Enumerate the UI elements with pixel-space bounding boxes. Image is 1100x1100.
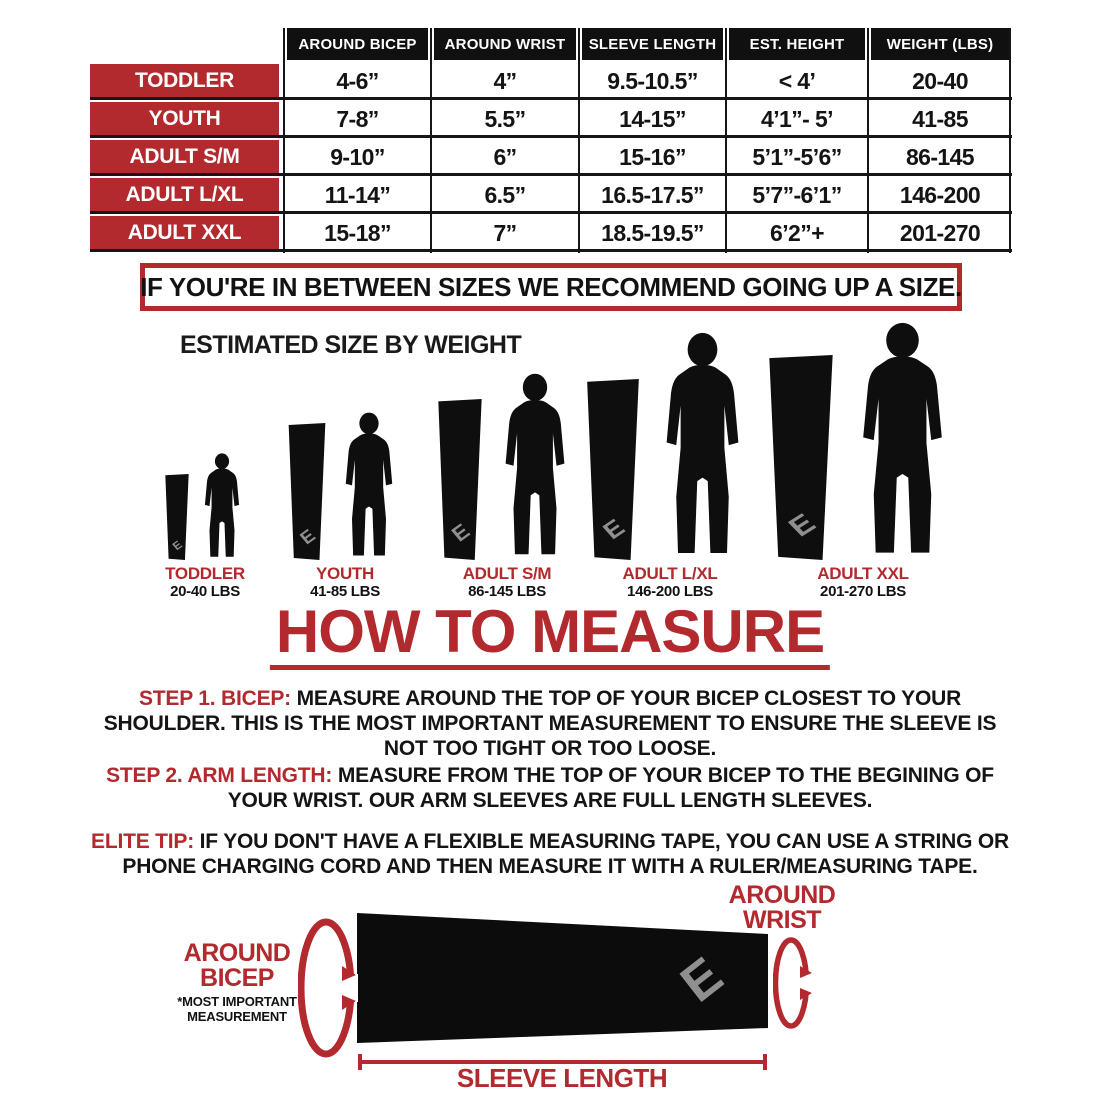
- sleeve-length-label: SLEEVE LENGTH: [456, 1063, 668, 1093]
- group-label-toddler: TODDLER: [165, 564, 245, 583]
- arm-sleeve-icon: [163, 474, 191, 560]
- elite-tip-label: ELITE TIP:: [91, 830, 195, 853]
- arm-sleeve-icon: [285, 423, 329, 560]
- table-cell: 5’7”-6’1”: [752, 181, 842, 208]
- table-divider: [90, 249, 1012, 252]
- row-label-adult-xxl: ADULT XXL: [90, 216, 279, 250]
- estimated-size-title: ESTIMATED SIZE BY WEIGHT: [180, 331, 522, 359]
- group-label-adult-lxl: ADULT L/XL: [622, 564, 718, 583]
- group-weight-adult-xxl: 201-270 LBS: [820, 583, 906, 600]
- table-cell: 4”: [493, 67, 517, 94]
- step-2-label: STEP 2. ARM LENGTH:: [106, 764, 333, 787]
- column-header-weight: WEIGHT (LBS): [871, 28, 1009, 60]
- table-cell: 6’2”+: [770, 219, 824, 246]
- size-group-youth: [285, 412, 403, 560]
- table-cell: 6.5”: [484, 181, 526, 208]
- row-label-adult-lxl: ADULT L/XL: [90, 178, 279, 212]
- table-cell: 9-10”: [330, 143, 385, 170]
- table-cell: 4-6”: [336, 67, 379, 94]
- table-corner-cell: [90, 28, 284, 60]
- group-label-adult-xxl: ADULT XXL: [817, 564, 909, 583]
- table-divider: [90, 97, 1012, 100]
- column-header-around-wrist: AROUND WRIST: [434, 28, 576, 60]
- arm-sleeve-icon: [763, 355, 839, 560]
- how-to-measure-title: HOW TO MEASURE: [270, 601, 830, 670]
- bicep-note: *MOST IMPORTANT MEASUREMENT: [177, 994, 297, 1024]
- table-cell: 41-85: [912, 105, 968, 132]
- table-divider: [283, 28, 285, 253]
- table-cell: 15-18”: [324, 219, 391, 246]
- step-2-arm-length: [80, 763, 1020, 813]
- table-cell: 15-16”: [619, 143, 686, 170]
- elite-tip: [80, 829, 1020, 879]
- arm-sleeve-icon: [582, 379, 644, 560]
- table-divider: [90, 135, 1012, 138]
- size-group-adult-lxl: [582, 332, 755, 560]
- size-group-adult-xxl: [763, 322, 960, 560]
- table-cell: 5’1”-5’6”: [752, 143, 842, 170]
- table-cell: 18.5-19.5”: [601, 219, 704, 246]
- around-wrist-label: AROUND WRIST: [728, 881, 836, 934]
- table-cell: 7”: [493, 219, 517, 246]
- person-silhouette-icon: [335, 412, 403, 560]
- step-2-text: MEASURE FROM THE TOP OF YOUR BICEP TO THE BEGINING OF YOUR WRIST. OUR ARM SLEEVES ARE FULL LENGTH SLEEVES.: [227, 764, 994, 813]
- step-1-label: STEP 1. BICEP:: [138, 687, 291, 710]
- table-cell: 5.5”: [484, 105, 526, 132]
- person-silhouette-icon: [650, 332, 755, 560]
- table-divider: [725, 28, 727, 253]
- group-label-youth: YOUTH: [315, 564, 375, 583]
- table-divider: [578, 28, 580, 253]
- step-1-bicep: [80, 686, 1020, 762]
- person-silhouette-icon: [197, 453, 247, 560]
- table-cell: 20-40: [912, 67, 968, 94]
- row-label-youth: YOUTH: [90, 102, 279, 136]
- group-weight-toddler: 20-40 LBS: [170, 583, 240, 600]
- between-sizes-banner: IF YOU'RE IN BETWEEN SIZES WE RECOMMEND GOING UP A SIZE.: [140, 263, 962, 311]
- table-cell: 16.5-17.5”: [601, 181, 704, 208]
- person-silhouette-icon: [492, 373, 578, 560]
- group-weight-youth: 41-85 LBS: [310, 583, 380, 600]
- column-header-est-height: EST. HEIGHT: [729, 28, 865, 60]
- table-divider: [430, 28, 432, 253]
- table-cell: 6”: [493, 143, 517, 170]
- table-cell: 201-270: [899, 219, 981, 246]
- table-cell: < 4’: [778, 67, 816, 94]
- column-header-around-bicep: AROUND BICEP: [287, 28, 428, 60]
- table-cell: 11-14”: [324, 181, 391, 208]
- table-cell: 4’1”- 5’: [761, 105, 833, 132]
- column-header-sleeve-length: SLEEVE LENGTH: [582, 28, 723, 60]
- table-divider: [90, 211, 1012, 214]
- arm-sleeve-icon: [434, 399, 486, 560]
- sleeve-diagram: [350, 905, 775, 1050]
- elite-logo-icon: E: [670, 946, 734, 1014]
- step-1-text: MEASURE AROUND THE TOP OF YOUR BICEP CLOSEST TO YOUR SHOULDER. THIS IS THE MOST IMPORTANT MEASUREMENT TO ENSURE THE SLEEVE IS NOT TOO TIGHT OR TOO LOOSE.: [103, 687, 997, 761]
- table-divider: [90, 173, 1012, 176]
- table-divider: [1009, 28, 1011, 253]
- table-cell: 14-15”: [619, 105, 686, 132]
- table-cell: 7-8”: [336, 105, 379, 132]
- table-divider: [867, 28, 869, 253]
- group-weight-adult-sm: 86-145 LBS: [468, 583, 546, 600]
- table-cell: 86-145: [905, 143, 975, 170]
- size-group-adult-sm: [434, 373, 578, 560]
- bicep-loop-icon: [298, 918, 358, 1058]
- group-label-adult-sm: ADULT S/M: [462, 564, 552, 583]
- size-group-toddler: [163, 453, 247, 560]
- row-label-toddler: TODDLER: [90, 64, 279, 98]
- group-weight-adult-lxl: 146-200 LBS: [627, 583, 713, 600]
- row-label-adult-sm: ADULT S/M: [90, 140, 279, 174]
- wrist-loop-icon: [773, 937, 813, 1029]
- around-bicep-label: AROUND BICEP: [183, 939, 291, 992]
- person-silhouette-icon: [845, 322, 960, 560]
- table-cell: 9.5-10.5”: [607, 67, 698, 94]
- table-cell: 146-200: [899, 181, 981, 208]
- elite-tip-text: IF YOU DON'T HAVE A FLEXIBLE MEASURING TAPE, YOU CAN USE A STRING OR PHONE CHARGING CORD AND THEN MEASURE IT WITH A RULER/MEASURING TAPE.: [122, 830, 1009, 879]
- size-chart-table: [90, 28, 1012, 252]
